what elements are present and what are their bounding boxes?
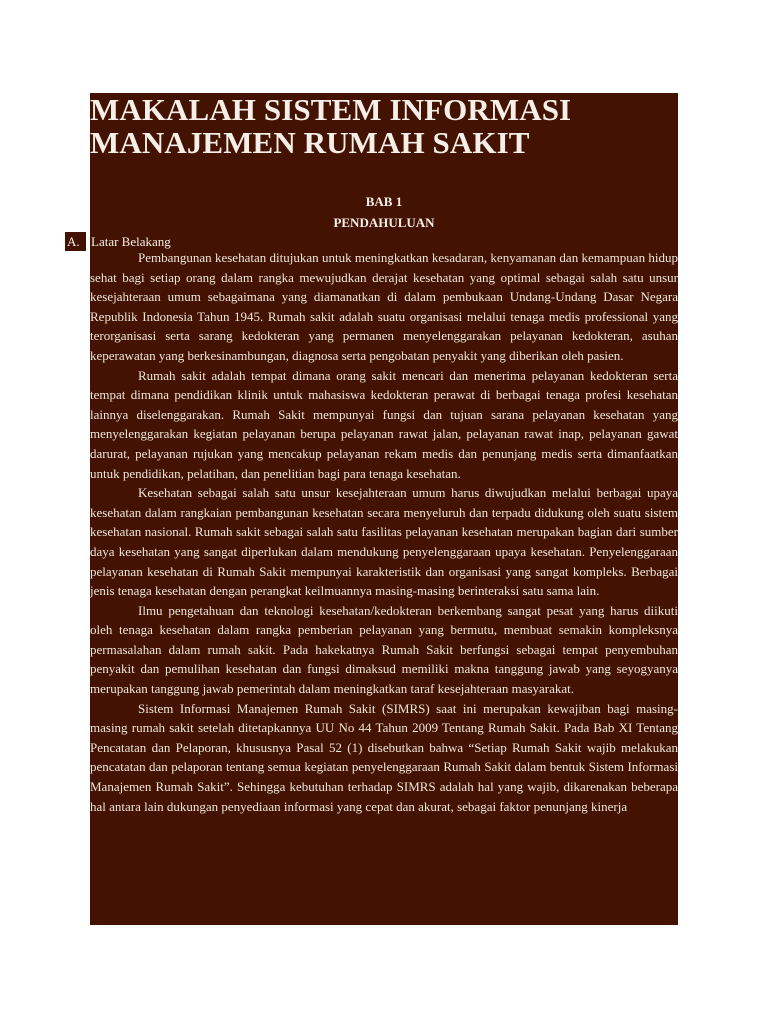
paragraph: Rumah sakit adalah tempat dimana orang sakit mencari dan menerima pelayanan kedokteran serta tempat dimana pendidikan klinik untuk mahasiswa kedokteran perawat di berbagai tenaga profesi kesehatan lainnya diselenggarakan. Rumah Sakit mempunyai fungsi dan tujuan sarana pelayanan kesehatan yang menyelenggarakan kegiatan pelayanan berupa pelayanan rawat jalan, pelayanan rawat inap, pelayanan gawat darurat, pelayanan rujukan yang mencakup pelayanan rekam medis dan penunjang medis serta dimanfaatkan untuk pendidikan, pelatihan, dan penelitian bagi para tenaga kesehatan. [90,367,678,481]
paragraph: Pembangunan kesehatan ditujukan untuk meningkatkan kesadaran, kenyamanan dan kemampuan hidup sehat bagi setiap orang dalam rangka mewujudkan derajat kesehatan yang optimal sebagai salah satu unsur kesejahteraan umum sebagaimana yang diamanatkan di dalam pembukaan Undang-Undang Dasar Negara Republik Indonesia Tahun 1945. Rumah sakit adalah suatu organisasi melalui tenaga medis professional yang terorganisasi serta sarang kedokteran yang permanen menyelenggarakan pelayanan kedokteran, asuhan keperawatan yang berkesinambungan, diagnosa serta pengobatan penyakit yang diberikan oleh pasien. [90,250,678,363]
chapter-title: PENDAHULUAN [333,215,435,230]
paragraph: Ilmu pengetahuan dan teknologi kesehatan/kedokteran berkembang sangat pesat yang harus diikuti oleh tenaga kesehatan dalam rangka pemberian pelayanan yang bermutu, membuat semakin kompleksnya permasalahan dalam rumah sakit. Pada hakekatnya Rumah Sakit berfungsi sebagai tempat penyembuhan penyakit dan pemulihan kesehatan dan fungsi dimaksud memiliki makna tanggung jawab yang seyogyanya merupakan tanggung jawab pemerintah dalam meningkatkan taraf kesejahteraan masyarakat. [90,602,678,697]
paragraph: Kesehatan sebagai salah satu unsur kesejahteraan umum harus diwujudkan melalui berbagai upaya kesehatan dalam rangkaian pembangunan kesehatan secara menyeluruh dan terpadu didukung oleh suatu sistem kesehatan nasional. Rumah sakit sebagai salah satu fasilitas pelayanan kesehatan merupakan bagian dari sumber daya kesehatan yang sangat diperlukan dalam mendukung penyelenggaraan upaya kesehatan. Penyelenggaraan pelayanan kesehatan di Rumah Sakit mempunyai karakteristik dan organisasi yang sangat kompleks. Berbagai jenis tenaga kesehatan dengan perangkat keilmuannya masing-masing berinteraksi satu sama lain. [90,485,678,599]
paragraph: Sistem Informasi Manajemen Rumah Sakit (SIMRS) saat ini merupakan kewajiban bagi masing-masing rumah sakit setelah ditetapkannya UU No 44 Tahun 2009 Tentang Rumah Sakit. Pada Bab XI Tentang Pencatatan dan Pelaporan, khususnya Pasal 52 (1) disebutkan bahwa “Setiap Rumah Sakit wajib melakukan pencatatan dan pelaporan tentang semua kegiatan penyelenggaraan Rumah Sakit dalam bentuk Sistem Informasi Manajemen Rumah Sakit”. Sehingga kebutuhan terhadap SIMRS adalah hal yang wajib, dikarenakan beberapa hal antara lain dukungan penyediaan informasi yang cepat dan akurat, sebagai faktor penunjang kinerja [90,700,678,814]
section-title: Latar Belakang [91,234,171,249]
section-letter: A. [65,232,86,251]
document-body [90,248,678,816]
chapter-heading [90,191,678,233]
title-line-2: MANAJEMEN RUMAH SAKIT [90,125,530,160]
chapter-number: BAB 1 [365,194,403,209]
title-line-1: MAKALAH SISTEM INFORMASI [90,93,572,127]
document-title [90,93,678,159]
document-page [90,93,678,925]
